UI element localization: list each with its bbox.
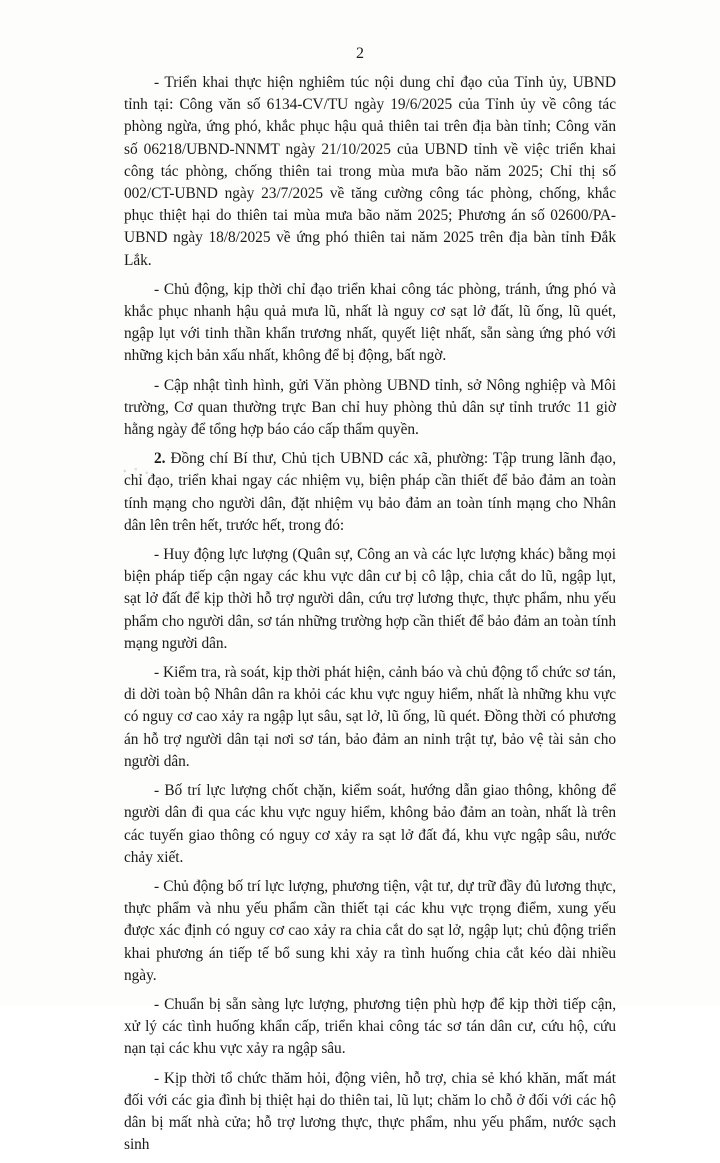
page-number: 2 <box>356 45 364 62</box>
paragraph-supplies: - Chủ động bố trí lực lượng, phương tiện, vật tư, dự trữ đầy đủ lương thực, thực phẩm và nhu yếu phẩm cần thiết tại các khu vực trọng điểm, xung yếu được xác định có nguy cơ cao xảy ra chia cắt do sạt lở, ngập lụt; chủ động triển khai phương án tiếp tế bổ sung khi xảy ra tình huống chia cắt kéo dài nhiều ngày. <box>124 877 616 984</box>
section-number: 2. <box>154 450 166 468</box>
paragraph-section-2: 2. Đồng chí Bí thư, Chủ tịch UBND các xã, phường: Tập trung lãnh đạo, chỉ đạo, triển khai ngay các nhiệm vụ, biện pháp cần thiết để bảo đảm an toàn tính mạng cho người dân, đặt nhiệm vụ bảo đảm an toàn tính mạng cho Nhân dân lên trên hết, trước hết, trong đó: <box>124 450 616 534</box>
paragraph-support-families: - Kịp thời tổ chức thăm hỏi, động viên, hỗ trợ, chia sẻ khó khăn, mất mát đối với các gia đình bị thiệt hại do thiên tai, lũ lụt; chăm lo chỗ ở đối với các hộ dân bị mất nhà cửa; hỗ trợ lương thực, thực phẩm, nhu yếu phẩm, nước sạch sinh <box>124 1069 616 1154</box>
paragraph-directive-implementation: - Triển khai thực hiện nghiêm túc nội dung chỉ đạo của Tỉnh ủy, UBND tỉnh tại: Công văn số 6134-CV/TU ngày 19/6/2025 của Tỉnh ủy về công tác phòng ngừa, ứng phó, khắc phục hậu quả thiên tai trên địa bàn tỉnh; Công văn số 06218/UBND-NNMT ngày 21/10/2025 của UBND tỉnh về việc triển khai công tác phòng, chống thiên tai trong mùa mưa bão năm 2025; Chỉ thị số 002/CT-UBND ngày 23/7/2025 về tăng cường công tác phòng, chống, khắc phục thiệt hại do thiên tai mùa mưa bão năm 2025; Phương án số 02600/PA-UBND ngày 18/8/2025 về ứng phó thiên tai năm 2025 trên địa bàn tỉnh Đắk Lắk. <box>124 74 616 269</box>
paragraph-rescue-readiness: - Chuẩn bị sẵn sàng lực lượng, phương tiện phù hợp để kịp thời tiếp cận, xử lý các tình huống khẩn cấp, triển khai công tác sơ tán dân cư, cứu hộ, cứu nạn tại các khu vực xảy ra ngập sâu. <box>124 995 616 1058</box>
paragraph-daily-report: - Cập nhật tình hình, gửi Văn phòng UBND tỉnh, sở Nông nghiệp và Môi trường, Cơ quan thường trực Ban chỉ huy phòng thủ dân sự tỉnh trước 11 giờ hằng ngày để tổng hợp báo cáo cấp thẩm quyền. <box>124 376 616 439</box>
document-body <box>124 72 616 1163</box>
paragraph-evacuation: - Kiểm tra, rà soát, kịp thời phát hiện, cảnh báo và chủ động tổ chức sơ tán, di dời toàn bộ Nhân dân ra khỏi các khu vực nguy hiểm, nhất là những khu vực có nguy cơ cao xảy ra ngập lụt sâu, sạt lở, lũ ống, lũ quét. Đồng thời có phương án hỗ trợ người dân tại nơi sơ tán, bảo đảm an ninh trật tự, bảo vệ tài sản cho người dân. <box>124 664 616 770</box>
paragraph-mobilize-forces: - Huy động lực lượng (Quân sự, Công an và các lực lượng khác) bằng mọi biện pháp tiếp cận ngay các khu vực dân cư bị cô lập, chia cắt do lũ, ngập lụt, sạt lở đất để kịp thời hỗ trợ người dân, cứu trợ lương thực, thực phẩm, nhu yếu phẩm cho người dân, sơ tán những trường hợp cần thiết để bảo đảm an toàn tính mạng người dân. <box>124 546 616 652</box>
paragraph-proactive-response: - Chủ động, kịp thời chỉ đạo triển khai công tác phòng, tránh, ứng phó và khắc phục nhanh hậu quả mưa lũ, nhất là nguy cơ sạt lở đất, lũ ống, lũ quét, ngập lụt với tinh thần khẩn trương nhất, quyết liệt nhất, sẵn sàng ứng phó với những kịch bản xấu nhất, không để bị động, bất ngờ. <box>124 280 616 365</box>
paragraph-traffic-control: - Bố trí lực lượng chốt chặn, kiểm soát, hướng dẫn giao thông, không để người dân đi qua các khu vực nguy hiểm, không bảo đảm an toàn, nhất là trên các tuyến giao thông có nguy cơ xảy ra sạt lở đất đá, khu vực ngập sâu, nước chảy xiết. <box>124 782 616 866</box>
